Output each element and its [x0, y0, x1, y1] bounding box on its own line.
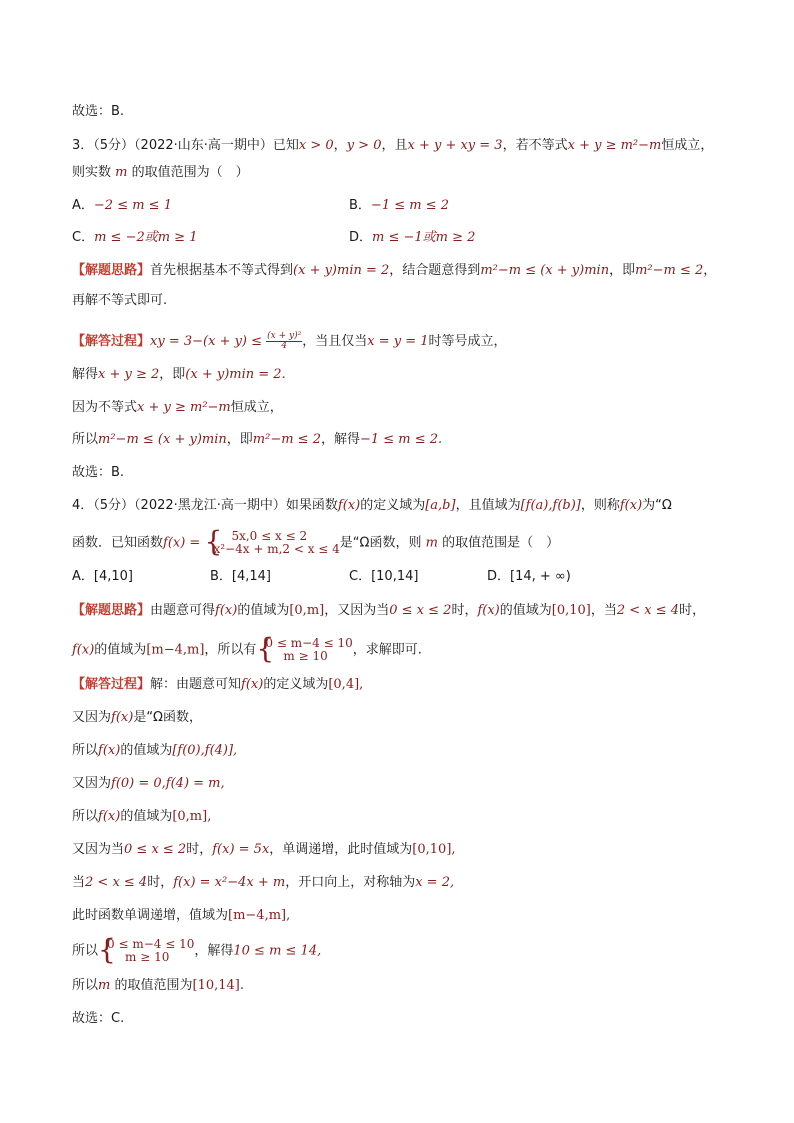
q4-option-c: C．[10,14]: [349, 569, 419, 584]
q4-proc-line2: 又因为f(x)是“Ω函数，: [72, 710, 202, 725]
q4-proc-line1: 【解答过程】解：由题意可知f(x)的定义域为[0,4],: [72, 677, 364, 692]
q4-proc-line6: 又因为当0 ≤ x ≤ 2时，f(x) = 5x，单调递增，此时值域为[0,10],: [72, 842, 456, 857]
q4-idea-line1: 【解题思路】由题意可得f(x)的值域为[0,m]，又因为当0 ≤ x ≤ 2时，f(x)的值域为[0,10]，当2 < x ≤ 4时，: [72, 603, 706, 618]
q4-proc-line4: 又因为f(0) = 0,f(4) = m,: [72, 776, 225, 791]
q3-option-a: A．−2 ≤ m ≤ 1: [72, 198, 172, 213]
fraction: $\frac{\text{(x + y)²}}{4}$: [267, 331, 302, 351]
q4-proc-line5: 所以f(x)的值域为[0,m],: [72, 809, 212, 824]
q3-stem-line2: 则实数 m 的取值范围为（ ）: [72, 165, 249, 180]
q4-answer: 故选：C.: [72, 1011, 125, 1026]
q3-proc-line1: 【解答过程】xy = 3−(x + y) ≤ $\frac{\text{(x + y)²}}{4}$ ，当且仅当x = y = 1时等号成立，: [72, 331, 507, 351]
inequality-system: { 0 ≤ m−4 ≤ 10 m ≥ 10: [98, 933, 195, 966]
q3-proc-line4: 所以m²−m ≤ (x + y)min，即m²−m ≤ 2，解得−1 ≤ m ≤ 2.: [72, 432, 443, 447]
q4-stem-line2: 函数．已知函数f(x) = { 5x,0 ≤ x ≤ 2 x²−4x + m,2 < x ≤ 4 是“Ω函数，则 m 的取值范围是（ ）: [72, 525, 560, 558]
q3-option-d: D．m ≤ −1或m ≥ 2: [349, 230, 476, 245]
q4-option-a: A．[4,10]: [72, 569, 133, 584]
q4-proc-line8: 此时函数单调递增，值域为[m−4,m],: [72, 908, 291, 923]
q4-idea-line2: f(x)的值域为[m−4,m]，所以有 { 0 ≤ m−4 ≤ 10 m ≥ 10 ，求解即可.: [72, 632, 422, 665]
q3-option-c: C．m ≤ −2或m ≥ 1: [72, 230, 198, 245]
q4-option-b: B．[4,14]: [210, 569, 272, 584]
q3-answer: 故选：B.: [72, 465, 125, 480]
q3-proc-line2: 解得x + y ≥ 2，即(x + y)min = 2.: [72, 367, 286, 382]
q4-stem-line1: 4．（5分）（2022·黑龙江·高一期中）如果函数f(x)的定义域为[a,b]，且值域为[f(a),f(b)]，则称f(x)为“Ω: [72, 498, 672, 513]
q4-proc-line7: 当2 < x ≤ 4时，f(x) = x²−4x + m，开口向上，对称轴为x = 2,: [72, 875, 455, 890]
q4-proc-line9: 所以 { 0 ≤ m−4 ≤ 10 m ≥ 10 ，解得10 ≤ m ≤ 14,: [72, 933, 322, 966]
q3-idea-line1: 【解题思路】首先根据基本不等式得到(x + y)min = 2，结合题意得到m²−m ≤ (x + y)min，即m²−m ≤ 2，: [72, 263, 717, 278]
q2-answer: 故选：B.: [72, 104, 125, 119]
q3-stem-line1: 3．（5分）（2022·山东·高一期中）已知x > 0，y > 0，且x + y + xy = 3，若不等式x + y ≥ m²−m恒成立，: [72, 138, 714, 153]
q3-option-b: B．−1 ≤ m ≤ 2: [349, 198, 449, 213]
q4-proc-line3: 所以f(x)的值域为[f(0),f(4)],: [72, 743, 238, 758]
q3-idea-line2: 再解不等式即可.: [72, 293, 168, 308]
q4-proc-line10: 所以m 的取值范围为[10,14].: [72, 978, 244, 993]
q3-proc-line3: 因为不等式x + y ≥ m²−m恒成立，: [72, 400, 283, 415]
inequality-system: { 0 ≤ m−4 ≤ 10 m ≥ 10: [256, 632, 353, 665]
q4-option-d: D．[14, + ∞): [487, 569, 571, 584]
piecewise-system: { 5x,0 ≤ x ≤ 2 x²−4x + m,2 < x ≤ 4: [204, 525, 340, 558]
